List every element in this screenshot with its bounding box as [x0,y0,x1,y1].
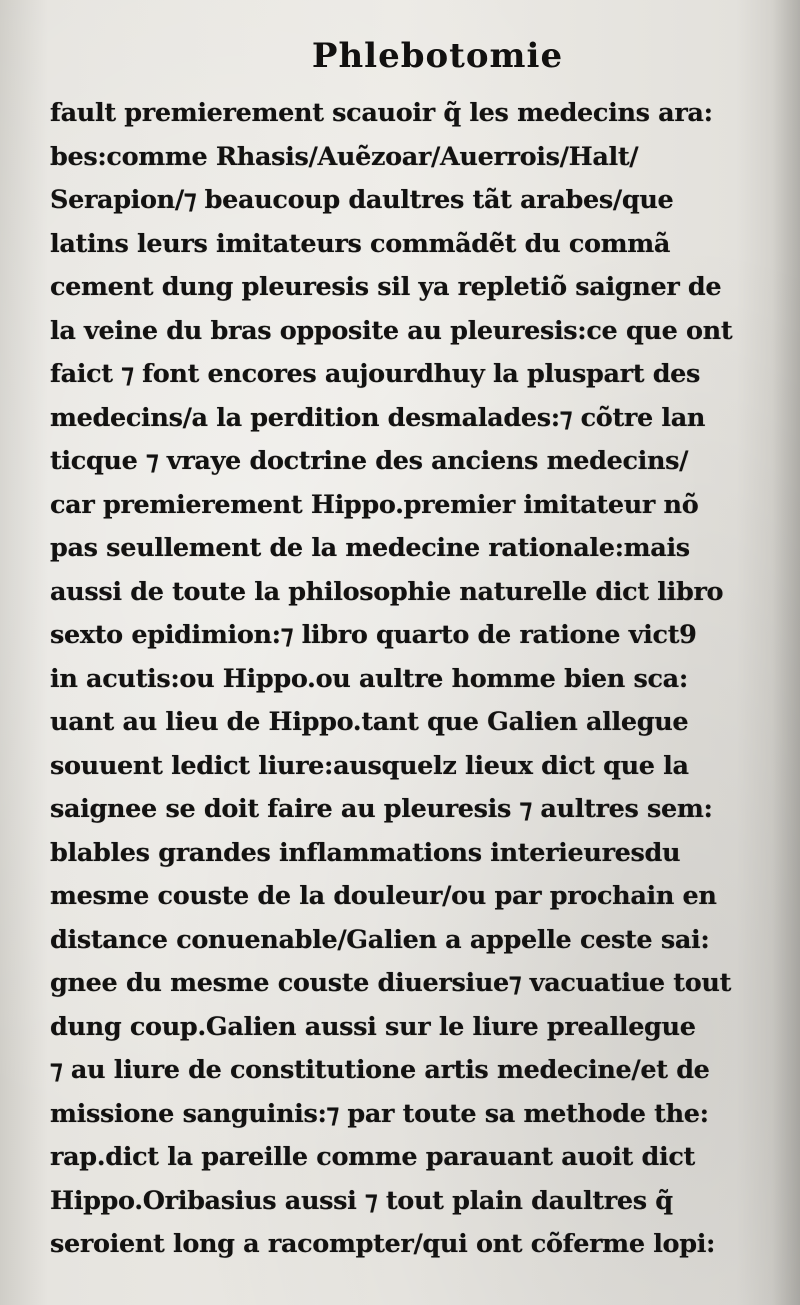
running-header [0,36,800,76]
text-line-5: cement dung pleuresis sil ya repletiõ saigner de [50,272,722,302]
text-line-13: sexto epidimion:⁊ libro quarto de ratione vict9 [50,620,697,650]
running-header-text: Phlebotomie [311,36,564,76]
page-edge-shadow [772,0,800,1305]
text-line-21: gnee du mesme couste diuersiue⁊ vacuatiue tout [50,968,732,998]
text-line-12: aussi de toute la philosophie naturelle dict libro [50,576,724,607]
text-line-3: Serapion/⁊ beaucoup daultres tãt arabes/que [50,185,674,215]
text-line-18: blables grandes inflammations interieuresdu [50,837,681,868]
text-line-15: uant au lieu de Hippo.tant que Galien allegue [50,707,689,737]
text-line-26: Hippo.Oribasius aussi ⁊ tout plain daultres q̃ [50,1185,673,1216]
text-line-8: medecins/a la perdition desmalades:⁊ cõtre lan [50,402,706,433]
text-line-14: in acutis:ou Hippo.ou aultre homme bien sca: [50,663,688,694]
text-line-10: car premierement Hippo.premier imitateur nõ [50,489,699,520]
text-line-6: la veine du bras opposite au pleuresis:ce que ont [50,315,733,346]
text-line-25: rap.dict la pareille comme parauant auoit dict [50,1142,695,1172]
text-line-1: fault premierement scauoir q̃ les medecins ara: [50,98,713,128]
text-line-17: saignee se doit faire au pleuresis ⁊ aultres sem: [50,794,713,824]
body-text [50,92,762,1267]
text-line-16: souuent ledict liure:ausquelz lieux dict que la [50,750,689,781]
text-line-24: missione sanguinis:⁊ par toute sa methode the: [50,1098,709,1129]
text-line-27: seroient long a racompter/qui ont cõferme lopi: [50,1229,716,1259]
text-line-22: dung coup.Galien aussi sur le liure preallegue [50,1011,696,1042]
text-line-7: faict ⁊ font encores aujourdhuy la pluspart des [50,359,701,389]
text-line-9: ticque ⁊ vraye doctrine des anciens medecins/ [50,446,689,476]
text-line-11: pas seullement de la medecine rationale:mais [50,533,690,563]
text-line-2: bes:comme Rhasis/Auẽzoar/Auerrois/Halt/ [50,141,639,172]
text-line-19: mesme couste de la douleur/ou par prochain en [50,881,717,911]
text-line-23: ⁊ au liure de constitutione artis medecine/et de [50,1055,710,1085]
text-line-4: latins leurs imitateurs commãdẽt du commã [50,228,671,259]
text-line-20: distance conuenable/Galien a appelle ceste sai: [50,924,710,955]
